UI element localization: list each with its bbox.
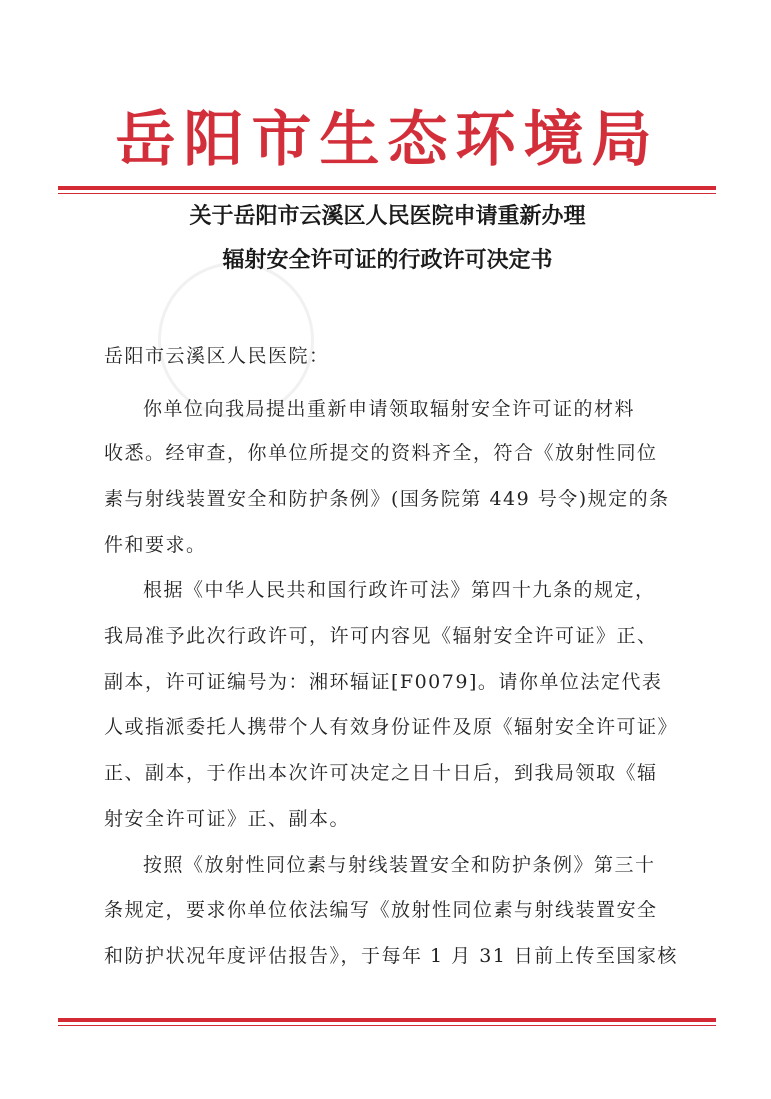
paragraph-line: 条规定，要求你单位依法编写《放射性同位素与射线装置安全	[104, 899, 658, 921]
document-title-line-1: 关于岳阳市云溪区人民医院申请重新办理	[189, 204, 586, 229]
paragraph-line: 素与射线装置安全和防护条例》(国务院第 449 号令)规定的条	[104, 488, 670, 510]
footer-red-rule	[58, 1018, 716, 1026]
paragraph-line: 副本，许可证编号为：湘环辐证[F0079]。请你单位法定代表	[104, 671, 663, 693]
agency-header: 岳阳市生态环境局	[115, 105, 660, 175]
paragraph-line: 件和要求。	[104, 534, 207, 556]
paragraph-line: 正、副本，于作出本次许可决定之日十日后，到我局领取《辐	[104, 762, 658, 784]
paragraph-line: 你单位向我局提出重新申请领取辐射安全许可证的材料	[143, 398, 636, 420]
document-title-line-2: 辐射安全许可证的行政许可决定书	[222, 248, 553, 273]
faded-seal-stamp	[158, 262, 314, 418]
paragraph-line: 射安全许可证》正、副本。	[104, 808, 351, 830]
paragraph-line: 按照《放射性同位素与射线装置安全和防护条例》第三十	[143, 854, 656, 876]
header-red-rule	[58, 186, 716, 194]
paragraph-line: 收悉。经审查，你单位所提交的资料齐全，符合《放射性同位	[104, 442, 658, 464]
paragraph-line: 人或指派委托人携带个人有效身份证件及原《辐射安全许可证》	[104, 716, 679, 738]
paragraph-line: 和防护状况年度评估报告》，于每年 1 月 31 日前上传至国家核	[104, 945, 678, 967]
paragraph-line: 我局准予此次行政许可，许可内容见《辐射安全许可证》正、	[104, 625, 658, 647]
salutation: 岳阳市云溪区人民医院：	[104, 345, 330, 367]
paragraph-line: 根据《中华人民共和国行政许可法》第四十九条的规定，	[143, 579, 656, 601]
